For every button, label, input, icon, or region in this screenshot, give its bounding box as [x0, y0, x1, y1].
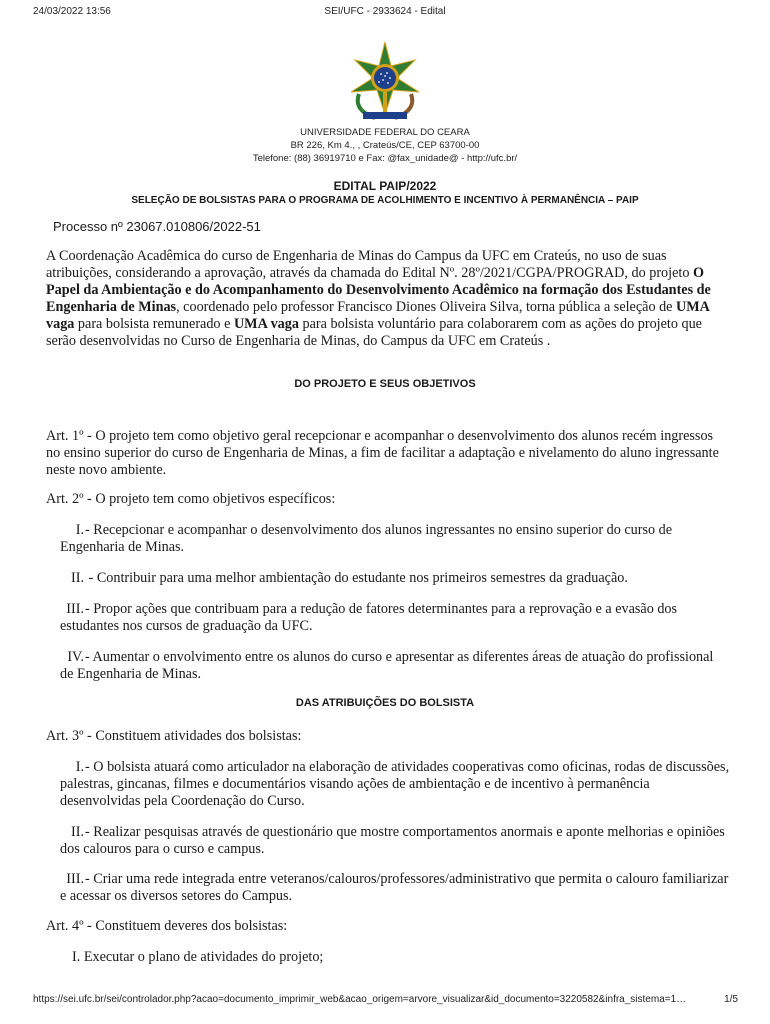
item-text: - Recepcionar e acompanhar o desenvolvimento dos alunos ingressantes no ensino superior do curso de Engenharia de Minas.	[60, 522, 673, 555]
intro-text-3: para bolsista remunerado e	[74, 316, 234, 332]
item-text: - Propor ações que contribuam para a redução de fatores determinantes para a reprovação e a evasão dos estudantes nos cursos de graduação da UFC.	[60, 601, 678, 634]
list-item	[60, 522, 730, 556]
intro-text-1: A Coordenação Acadêmica do curso de Engenharia de Minas do Campus da UFC em Crateús, no uso de suas atribuições, considerando a aprovação, através da chamada do Edital Nº. 28º/2021/CGPA/PROGRAD, do projeto	[46, 248, 693, 281]
institution-name: UNIVERSIDADE FEDERAL DO CEARA	[300, 127, 470, 138]
item-number: IV.	[67, 649, 84, 665]
list-item	[60, 871, 730, 905]
print-doc-title: SEI/UFC - 2933624 - Edital	[324, 6, 446, 17]
section-heading-projeto: DO PROJETO E SEUS OBJETIVOS	[294, 378, 476, 390]
item-text: - Criar uma rede integrada entre veteranos/calouros/professores/administrativo que permita o calouro familiarizar e acessar os diversos setores do Campus.	[60, 871, 729, 904]
vaga-remunerado: UMA vaga	[46, 299, 710, 332]
institution-contact: Telefone: (88) 36919710 e Fax: @fax_unidade@ - http://ufc.br/	[252, 153, 518, 164]
institution-address: BR 226, Km 4., , Crateús/CE, CEP 63700-00	[290, 140, 480, 151]
print-header	[0, 6, 770, 20]
edital-title: EDITAL PAIP/2022	[333, 179, 437, 193]
art-4-item: I. Executar o plano de atividades do projeto;	[72, 949, 324, 965]
edital-subtitle: SELEÇÃO DE BOLSISTAS PARA O PROGRAMA DE ACOLHIMENTO E INCENTIVO À PERMANÊNCIA – PAIP	[131, 195, 639, 206]
project-title: O Papel da Ambientação e do Acompanhamento do Desenvolvimento Acadêmico na formação dos Estudantes de Engenharia de Minas	[46, 265, 711, 315]
intro-text-2: , coordenado pelo professor Francisco Diones Oliveira Silva, torna pública a seleção de	[176, 299, 677, 315]
list-item	[60, 824, 730, 858]
item-number: III.	[66, 601, 84, 617]
item-number: II.	[71, 824, 84, 840]
page-number: 1/5	[724, 994, 738, 1005]
item-text: - Realizar pesquisas através de questionário que mostre comportamentos anormais e aponte melhorias e opiniões dos calouros para o curso e campus.	[60, 824, 725, 857]
list-item	[60, 601, 730, 635]
item-number: I.	[75, 759, 84, 775]
list-item	[60, 759, 730, 810]
item-text: - Aumentar o envolvimento entre os alunos do curso e apresentar as diferentes áreas de atuação do profissional de Engenharia de Minas.	[60, 649, 714, 682]
item-number: III.	[66, 871, 84, 887]
institution-block	[0, 126, 770, 165]
item-number: I.	[75, 522, 84, 538]
section-heading-atribuicoes: DAS ATRIBUIÇÕES DO BOLSISTA	[295, 697, 475, 709]
item-text: - Contribuir para uma melhor ambientação do estudante nos primeiros semestres da graduação.	[85, 570, 628, 586]
art-1: Art. 1º - O projeto tem como objetivo geral recepcionar e acompanhar o desenvolvimento dos alunos recém ingressos no ensino superior do curso de Engenharia de Minas, a fim de facilitar a adaptação e nivelamento do aluno ingressante neste novo ambiente.	[46, 428, 719, 478]
list-item	[60, 570, 730, 587]
item-text: - O bolsista atuará como articulador na elaboração de atividades cooperativas como oficinas, rodas de discussões, palestras, gincanas, filmes e documentários visando ações de ambientação e de incentivo à permanência desenvolvidas pela Coordenação do Curso.	[60, 759, 730, 809]
print-footer	[0, 994, 770, 1008]
vaga-voluntario: UMA vaga	[233, 316, 299, 332]
art-3: Art. 3º - Constituem atividades dos bolsistas:	[46, 728, 302, 744]
intro-paragraph	[46, 248, 726, 350]
list-item	[60, 649, 730, 683]
print-timestamp: 24/03/2022 13:56	[33, 6, 111, 17]
print-url: https://sei.ufc.br/sei/controlador.php?acao=documento_imprimir_web&acao_origem=arvore_visualizar&id_documento=3220582&infra_sistema=1…	[33, 994, 687, 1005]
intro-text-4: para bolsista voluntário para colaborarem com as ações do projeto que serão desenvolvidas no Curso de Engenharia de Minas, do Campus da UFC em Crateús .	[46, 316, 702, 349]
processo-number: Processo nº 23067.010806/2022-51	[53, 219, 261, 234]
art-4: Art. 4º - Constituem deveres dos bolsistas:	[46, 918, 288, 934]
coat-of-arms-icon	[345, 40, 425, 122]
item-number: II.	[71, 570, 84, 586]
art-2: Art. 2º - O projeto tem como objetivos específicos:	[46, 491, 336, 507]
